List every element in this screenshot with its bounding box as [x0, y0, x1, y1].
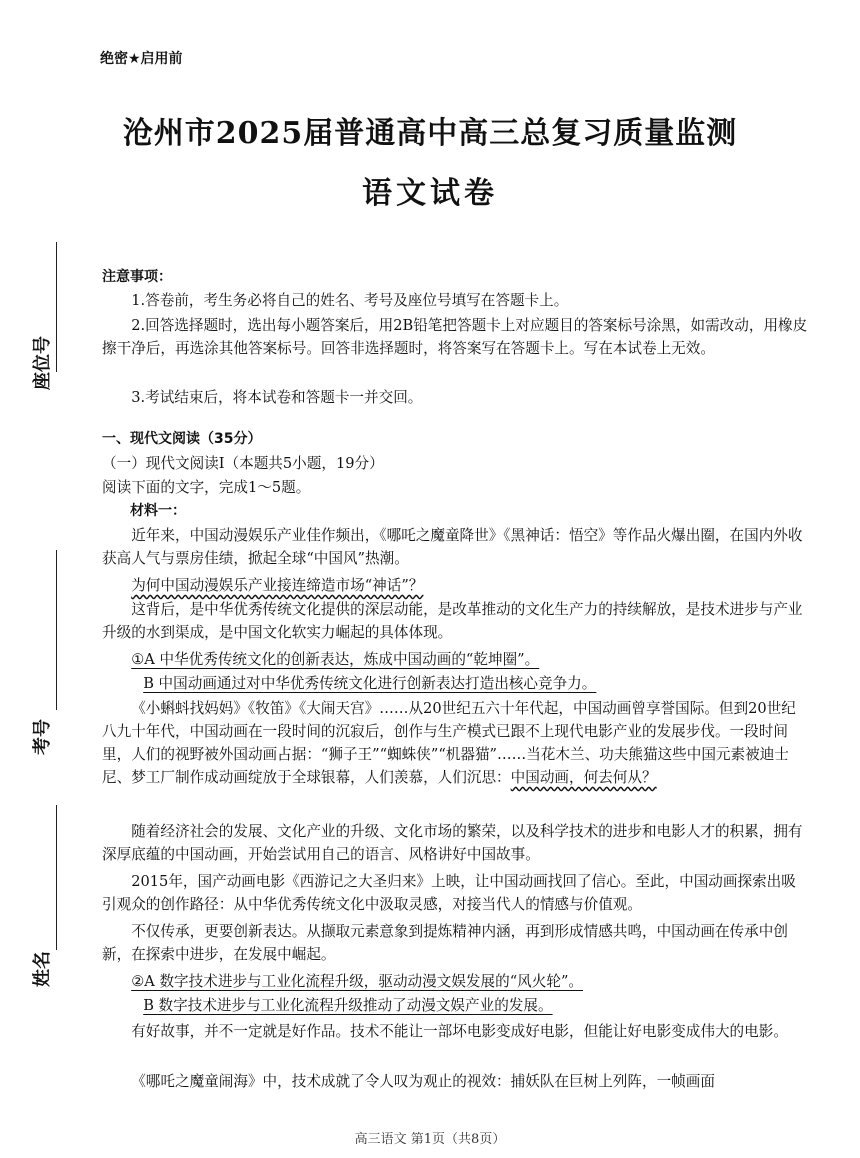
- option-a-1: ①A 中华优秀传统文化的创新表达，炼成中国动画的“乾坤圈”。: [131, 651, 540, 668]
- exam-number-label: 考号: [32, 719, 53, 755]
- paragraph-8: 《哪吒之魔童闹海》中，技术成就了令人叹为观止的视效：捕妖队在巨树上列阵，一帧画面: [131, 1073, 715, 1090]
- page-footer: 高三语文 第1页（共8页）: [354, 1132, 506, 1147]
- seat-number-line: [56, 242, 57, 372]
- paragraph-5: 2015年，国产动画电影《西游记之大圣归来》上映，让中国动画找回了信心。至此，中国动画探索出吸引观众的创作路径：从中华优秀传统文化中汲取灵感，对接当代人的情感与价值观。: [102, 873, 796, 913]
- paragraph-4: 随着经济社会的发展、文化产业的升级、文化市场的繁荣，以及科学技术的进步和电影人才的积累，拥有深厚底蕴的中国动画，开始尝试用自己的语言、风格讲好中国故事。: [102, 823, 803, 863]
- option-b-2: B 数字技术进步与工业化流程升级推动了动漫文娱产业的发展。: [143, 997, 553, 1014]
- notice-heading: 注意事项：: [102, 269, 172, 285]
- paragraph-6: 不仅传承，更要创新表达。从撷取元素意象到提炼精神内涵，再到形成情感共鸣，中国动画在传承中创新，在探索中进步，在发展中崛起。: [102, 923, 788, 963]
- exam-number-line: [56, 550, 57, 710]
- notice-item-3: 3.考试结束后，将本试卷和答题卡一并交回。: [131, 389, 423, 406]
- name-label: 姓名: [32, 951, 53, 987]
- material-label: 材料一：: [130, 503, 186, 519]
- question-heading-1: 为何中国动漫娱乐产业接连缔造市场“神话”？: [131, 577, 424, 594]
- confidential-mark: 绝密★启用前: [100, 51, 183, 67]
- seat-number-label: 座位号: [32, 336, 53, 390]
- notice-item-1: 1.答卷前，考生务必将自己的姓名、考号及座位号填写在答题卡上。: [131, 292, 569, 309]
- paragraph-3: 《小蝌蚪找妈妈》《牧笛》《大闹天宫》……从20世纪五六十年代起，中国动画曾享誉国际。但到20世纪八九十年代，中国动画在一段时间的沉寂后，创作与生产模式已跟不上现代电影产业的发展步伐。一段时间里，人们的视野被外国动画占据：“狮子王”“蜘蛛侠”“机器猫”……当花木兰、功夫熊猫这些中国元素被迪士尼、梦工厂制作成动画绽放于全球银幕，人们羡慕，人们沉思：中国动画，何去何从？: [102, 700, 796, 786]
- paragraph-2: 这背后，是中华优秀传统文化提供的深层动能，是改革推动的文化生产力的持续解放，是技术进步与产业升级的水到渠成，是中国文化软实力崛起的具体体现。: [102, 601, 803, 641]
- name-line: [56, 805, 57, 950]
- option-b-1: B 中国动画通过对中华优秀传统文化进行创新表达打造出核心竞争力。: [143, 675, 597, 692]
- section-heading: 一、现代文阅读（35分）: [102, 431, 262, 447]
- paragraph-7: 有好故事，并不一定就是好作品。技术不能让一部坏电影变成好电影，但能让好电影变成伟大的电影。: [131, 1023, 788, 1040]
- instruction: 阅读下面的文字，完成1～5题。: [102, 479, 311, 496]
- option-a-2: ②A 数字技术进步与工业化流程升级，驱动动漫文娱发展的“风火轮”。: [131, 973, 583, 990]
- paragraph-1: 近年来，中国动漫娱乐产业佳作频出，《哪吒之魔童降世》《黑神话：悟空》等作品火爆出圈，在国内外收获高人气与票房佳绩，掀起全球“中国风”热潮。: [102, 527, 803, 567]
- notice-item-2: 2.回答选择题时，选出每小题答案后，用2B铅笔把答题卡上对应题目的答案标号涂黑，如需改动，用橡皮擦干净后，再选涂其他答案标号。回答非选择题时，将答案写在答题卡上。写在本试卷上无效。: [102, 317, 808, 357]
- exam-title: 沧州市2025届普通高中高三总复习质量监测: [122, 116, 738, 151]
- subsection-heading: （一）现代文阅读Ⅰ（本题共5小题，19分）: [102, 455, 384, 472]
- exam-subtitle: 语文试卷: [362, 176, 498, 211]
